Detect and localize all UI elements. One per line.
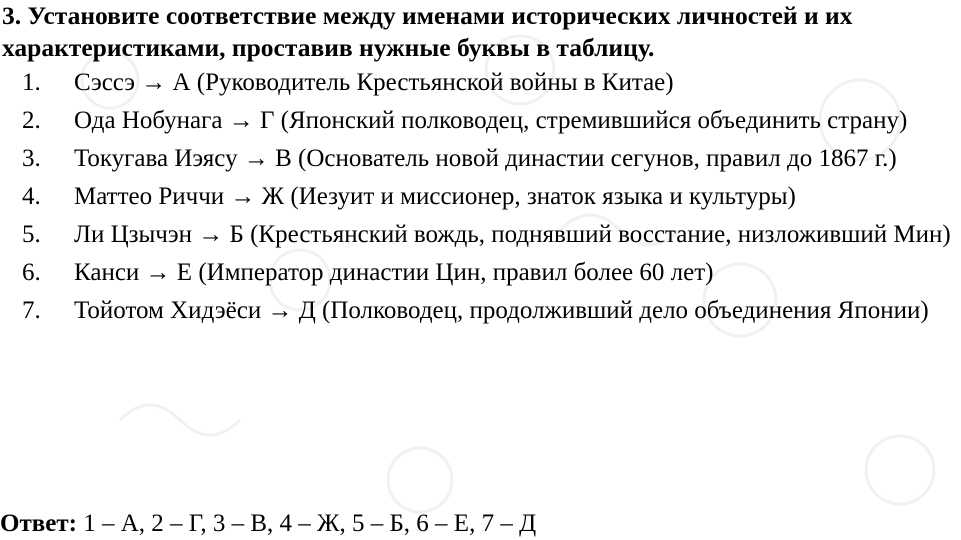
list-item [0,180,961,213]
item-text: Сэссэ → А (Руководитель Крестьянской войны в Китае) [74,69,674,96]
task-title: 3. Установите соответствие между именами исторических личностей и их характеристиками, проставив нужные буквы в таблицу. [2,1,853,62]
item-number: 3. [22,145,41,172]
list-item [0,142,961,175]
list-item [0,218,961,251]
item-text: Ода Нобунага → Г (Японский полководец, стремившийся объединить страну) [74,107,908,134]
list-item [0,256,961,289]
item-number: 7. [22,297,41,324]
answer-value: 1 – А, 2 – Г, 3 – В, 4 – Ж, 5 – Б, 6 – Е, 7 – Д [76,510,537,537]
answer-list [0,66,961,332]
item-text: Тойотом Хидэёси → Д (Полководец, продолживший дело объединения Японии) [74,297,929,324]
item-text: Токугава Иэясу → В (Основатель новой династии сегунов, правил до 1867 г.) [74,145,897,172]
item-number: 5. [22,221,41,248]
list-item [0,294,961,327]
item-text: Канси → Е (Император династии Цин, правил более 60 лет) [74,259,714,286]
answer-label: Ответ: [0,510,77,537]
answer-line [0,507,536,540]
item-number: 6. [22,259,41,286]
item-text: Маттео Риччи → Ж (Иезуит и миссионер, знаток языка и культуры) [74,183,796,210]
list-item [0,66,961,99]
item-text: Ли Цзычэн → Б (Крестьянский вождь, поднявший восстание, низложивший Мин) [74,221,951,248]
list-item [0,104,961,137]
item-number: 4. [22,183,41,210]
item-number: 1. [22,69,41,96]
item-number: 2. [22,107,41,134]
